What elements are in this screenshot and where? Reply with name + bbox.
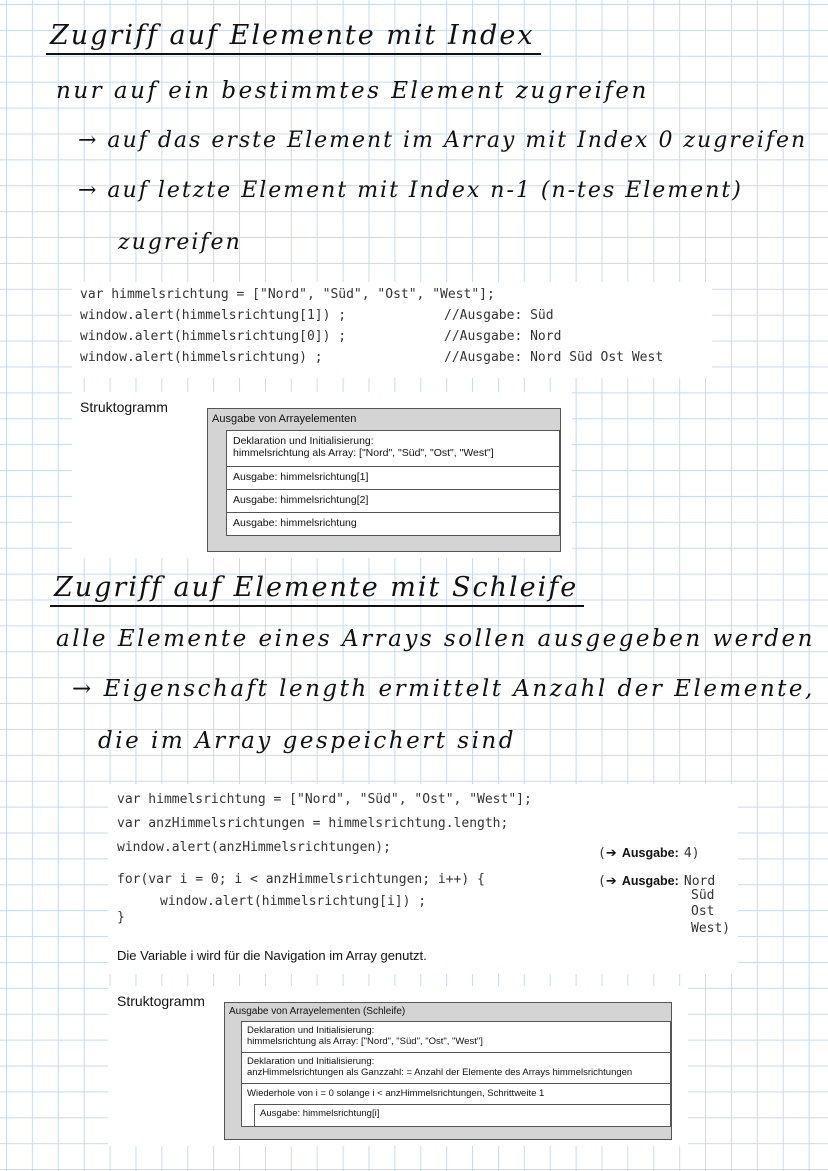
- output-label: Ausgabe:: [621, 846, 679, 860]
- struktogramm-declaration: [226, 430, 560, 467]
- output-value: 4): [683, 846, 700, 861]
- code-comment: //Ausgabe: Süd: [444, 308, 554, 323]
- struktogramm: [207, 408, 561, 552]
- code-line: var himmelsrichtung = ["Nord", "Süd", "Ost", "West"];: [80, 287, 495, 302]
- output-annotation-2: [598, 870, 715, 889]
- arrow-right-icon: ➔: [605, 846, 617, 861]
- code-line: for(var i = 0; i < anzHimmelsrichtungen; i++) {: [117, 872, 485, 887]
- section2-line1: alle Elemente eines Arrays sollen ausgegeben werden: [56, 626, 815, 652]
- struktogramm: [224, 1002, 672, 1140]
- code-line: }: [117, 910, 125, 925]
- section2-line2: → Eigenschaft length ermittelt Anzahl der Elemente,: [72, 676, 815, 702]
- heading-underline: [46, 53, 541, 55]
- paren: (: [598, 874, 606, 889]
- struktogramm-title: Ausgabe von Arrayelementen: [212, 413, 357, 425]
- code-line: window.alert(himmelsrichtung[i]) ;: [160, 894, 427, 909]
- struktogramm-label: Struktogramm: [117, 993, 205, 1009]
- code-comment: //Ausgabe: Nord: [444, 329, 562, 344]
- section1-line4: zugreifen: [118, 230, 242, 255]
- variable-note: Die Variable i wird für die Navigation im Array genutzt.: [117, 948, 427, 963]
- declaration-line: himmelsrichtung als Array: ["Nord", "Süd", "Ost", "West"]: [247, 1036, 483, 1047]
- struktogramm-title: Ausgabe von Arrayelementen (Schleife): [229, 1006, 406, 1017]
- section2-heading-text: Zugriff auf Elemente mit Schleife: [54, 572, 579, 603]
- section2-line3: die im Array gespeichert sind: [98, 728, 516, 754]
- struktogramm-declaration: [241, 1052, 671, 1084]
- code-line: window.alert(himmelsrichtung[1]) ;: [80, 308, 347, 323]
- section1-line2: → auf das erste Element im Array mit Index 0 zugreifen: [78, 128, 808, 153]
- struktogramm-label: Struktogramm: [80, 399, 168, 415]
- code-line: window.alert(himmelsrichtung[0]) ;: [80, 329, 347, 344]
- declaration-line: himmelsrichtung als Array: ["Nord", "Süd", "Ost", "West"]: [233, 447, 494, 459]
- section1-heading: [50, 20, 535, 51]
- section2-code-block: [108, 784, 738, 974]
- output-value: Ost: [691, 904, 715, 919]
- code-line: var anzHimmelsrichtungen = himmelsrichtung.length;: [117, 816, 509, 831]
- section1-heading-text: Zugriff auf Elemente mit Index: [50, 20, 535, 51]
- code-comment: //Ausgabe: Nord Süd Ost West: [444, 350, 664, 365]
- code-line: window.alert(himmelsrichtung) ;: [80, 350, 323, 365]
- loop-body: Ausgabe: himmelsrichtung[i]: [254, 1104, 671, 1127]
- section1-line1: nur auf ein bestimmtes Element zugreifen: [56, 78, 649, 104]
- struktogramm-output: Ausgabe: himmelsrichtung: [226, 512, 560, 536]
- declaration-line: anzHimmelsrichtungen als Ganzzahl: = Anzahl der Elemente des Arrays himmelsrichtungen: [247, 1067, 633, 1078]
- paren: (: [598, 846, 606, 861]
- section2-heading: [54, 572, 578, 603]
- declaration-line: Deklaration und Initialisierung:: [233, 435, 374, 447]
- code-line: window.alert(anzHimmelsrichtungen);: [117, 840, 391, 855]
- struktogramm-output: Ausgabe: himmelsrichtung[1]: [226, 466, 560, 490]
- struktogramm-declaration: [241, 1021, 671, 1053]
- loop-condition: Wiederhole von i = 0 solange i < anzHimmelsrichtungen, Schrittweite 1: [247, 1088, 545, 1099]
- arrow-right-icon: ➔: [605, 874, 617, 889]
- output-label: Ausgabe:: [621, 874, 679, 888]
- declaration-line: Deklaration und Initialisierung:: [247, 1025, 375, 1036]
- section1-code-block: [72, 282, 712, 378]
- struktogramm-output: Ausgabe: himmelsrichtung[2]: [226, 489, 560, 513]
- output-annotation-1: [598, 842, 700, 861]
- output-value: West): [691, 921, 731, 936]
- struktogramm-loop: [241, 1083, 671, 1127]
- heading-underline: [50, 605, 584, 607]
- code-line: var himmelsrichtung = ["Nord", "Süd", "Ost", "West"];: [117, 792, 532, 807]
- declaration-line: Deklaration und Initialisierung:: [247, 1056, 375, 1067]
- section1-line3: → auf letzte Element mit Index n-1 (n-tes Element): [78, 178, 743, 203]
- output-value: Nord: [683, 874, 716, 889]
- output-value: Süd: [691, 888, 715, 903]
